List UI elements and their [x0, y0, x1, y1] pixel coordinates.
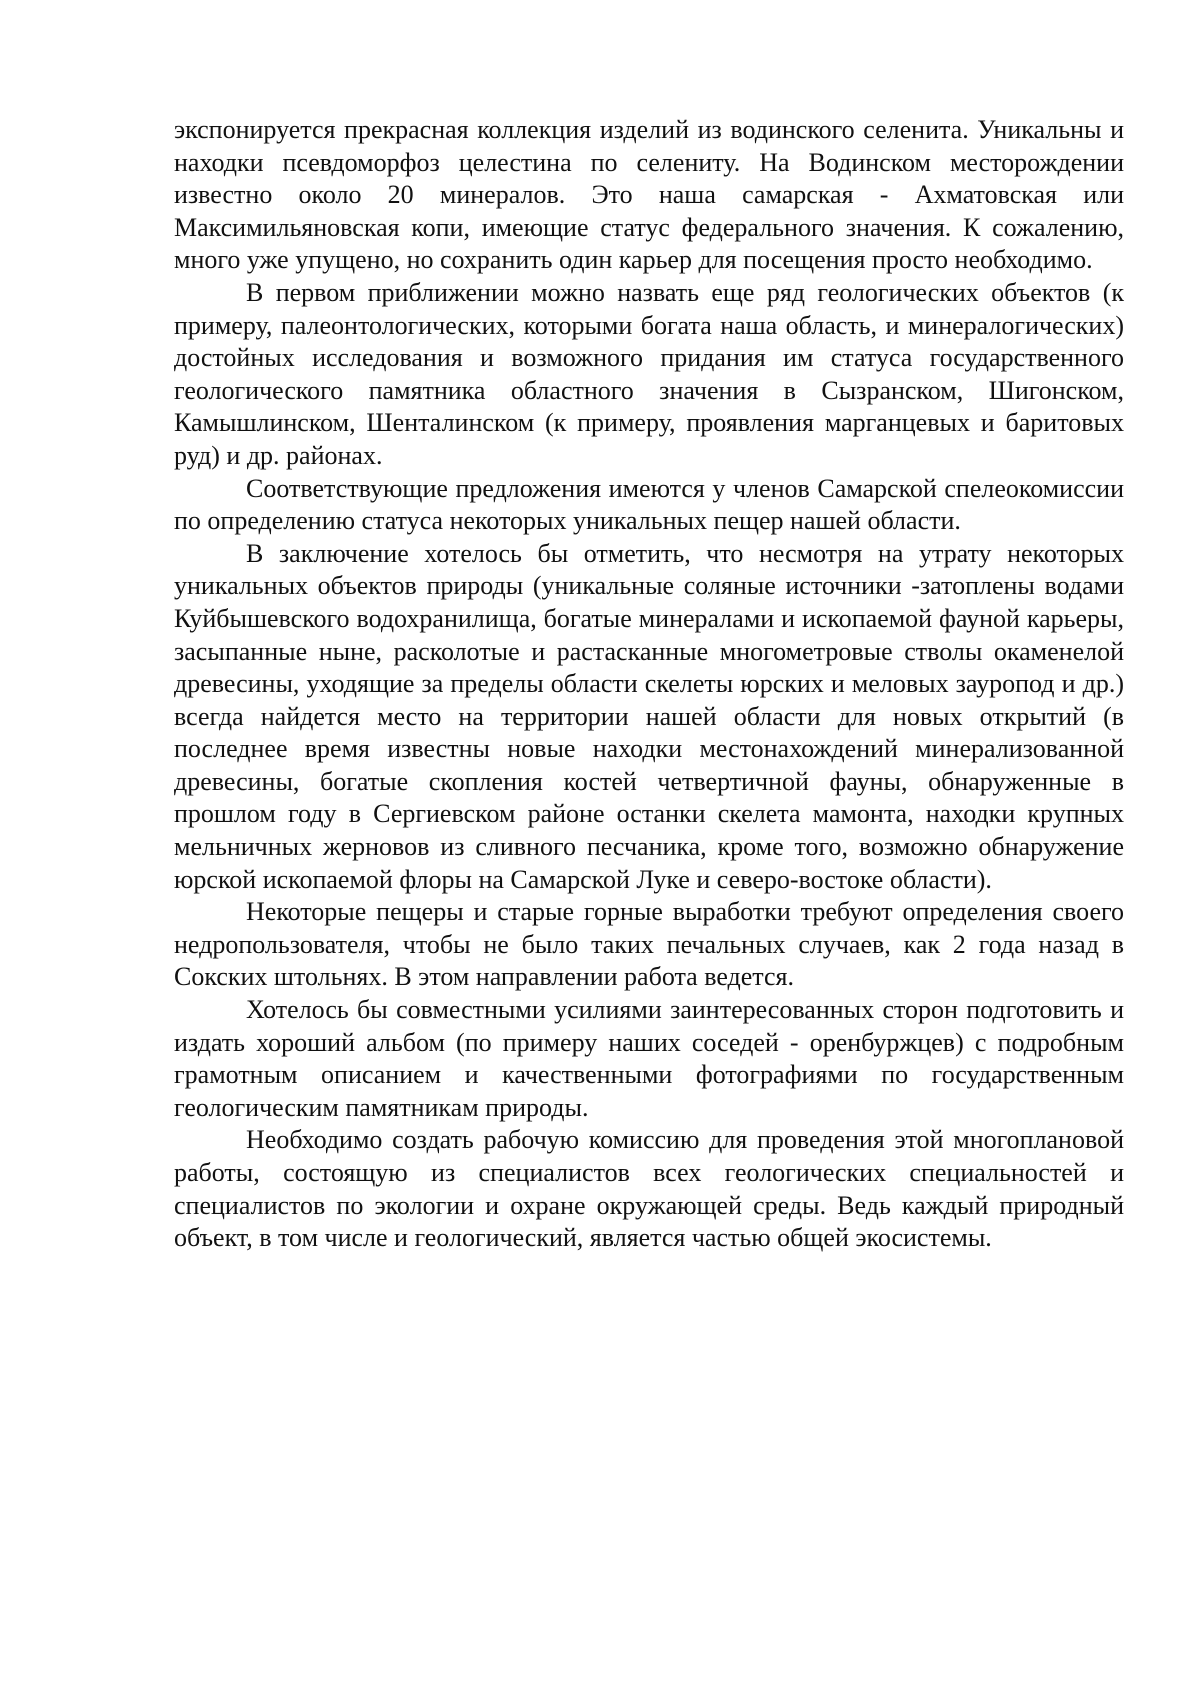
paragraph-geological-objects: В первом приближении можно назвать еще ряд геологических объектов (к примеру, палеонтологических, которыми богата наша область, и минералогических) достойных исследования и возможного придания им статуса государственного геологического памятника областного значения в Сызранском, Шигонском, Камышлинском, Шенталинском (к примеру, проявления марганцевых и баритовых руд) и др. районах. — [174, 277, 1124, 473]
paragraph-album: Хотелось бы совместными усилиями заинтересованных сторон подготовить и издать хороший альбом (по примеру наших соседей - оренбуржцев) с подробным грамотным описанием и качественными фотографиями по государственным геологическим памятникам природы. — [174, 994, 1124, 1124]
paragraph-conclusion: В заключение хотелось бы отметить, что несмотря на утрату некоторых уникальных объектов природы (уникальные соляные источники -затоплены водами Куйбышевского водохранилища, богатые минералами и ископаемой фауной карьеры, засыпанные ныне, расколотые и растасканные многометровые стволы окаменелой древесины, уходящие за пределы области скелеты юрских и меловых зауропод и др.) всегда найдется место на территории нашей области для новых открытий (в последнее время известны новые находки местонахождений минерализованной древесины, богатые скопления костей четвертичной фауны, обнаруженные в прошлом году в Сергиевском районе останки скелета мамонта, находки крупных мельничных жерновов из сливного песчаника, кроме того, возможно обнаружение юрской ископаемой флоры на Самарской Луке и северо-востоке области). — [174, 538, 1124, 897]
paragraph-caves-subsoil-user: Некоторые пещеры и старые горные выработки требуют определения своего недропользователя, чтобы не было таких печальных случаев, как 2 года назад в Сокских штольнях. В этом направлении работа ведется. — [174, 896, 1124, 994]
document-body — [174, 114, 1124, 1255]
document-page — [0, 0, 1200, 1698]
paragraph-speleocommission: Соответствующие предложения имеются у членов Самарской спелеокомиссии по определению статуса некоторых уникальных пещер нашей области. — [174, 473, 1124, 538]
paragraph-commission: Необходимо создать рабочую комиссию для проведения этой многоплановой работы, состоящую из специалистов всех геологических специальностей и специалистов по экологии и охране окружающей среды. Ведь каждый природный объект, в том числе и геологический, является частью общей экосистемы. — [174, 1124, 1124, 1254]
paragraph-continuation: экспонируется прекрасная коллекция изделий из водинского селенита. Уникальны и находки псевдоморфоз целестина по селениту. На Водинском месторождении известно около 20 минералов. Это наша самарская - Ахматовская или Максимильяновская копи, имеющие статус федерального значения. К сожалению, много уже упущено, но сохранить один карьер для посещения просто необходимо. — [174, 114, 1124, 277]
